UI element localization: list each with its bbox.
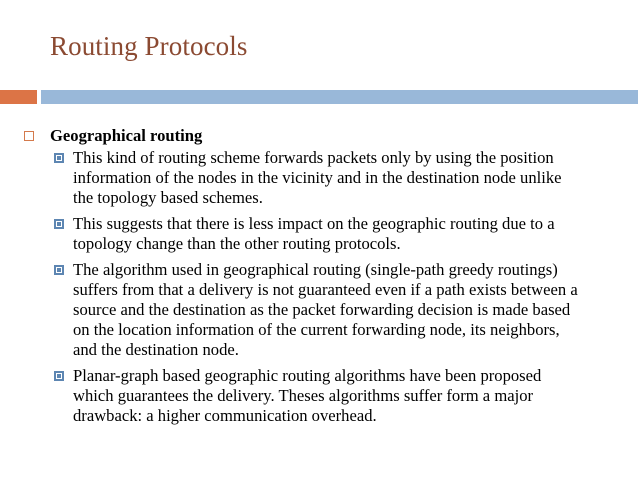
square-bullet-icon	[24, 131, 34, 141]
bullet-item	[0, 366, 638, 426]
bullet-line: topology change than the other routing protocols.	[73, 234, 401, 253]
bullet-line: and the destination node.	[73, 340, 239, 359]
bullet-item	[0, 214, 638, 254]
bullet-line: which guarantees the delivery. Theses algorithms suffer form a major	[73, 386, 534, 405]
title-underline-bar	[41, 90, 638, 104]
bullet-line: drawback: a higher communication overhead.	[73, 406, 377, 425]
heading-text: Geographical routing	[50, 126, 203, 145]
slide-title: Routing Protocols	[50, 31, 248, 61]
bullet-item	[0, 148, 638, 208]
heading-item	[0, 126, 638, 148]
bullet-line: information of the nodes in the vicinity and in the destination node unlike	[73, 168, 562, 187]
bullet-line: This suggests that there is less impact on the geographic routing due to a	[73, 214, 555, 233]
square-bullet-icon	[54, 371, 64, 381]
bullet-line: source and the destination as the packet forwarding decision is made based	[73, 300, 571, 319]
bullet-line: the topology based schemes.	[73, 188, 263, 207]
slide-body	[0, 126, 638, 432]
bullet-line: suffers from that a delivery is not guaranteed even if a path exists between a	[73, 280, 578, 299]
bullet-line: Planar-graph based geographic routing algorithms have been proposed	[73, 366, 542, 385]
bullet-item	[0, 260, 638, 360]
accent-bar	[0, 90, 37, 104]
square-bullet-icon	[54, 265, 64, 275]
square-bullet-icon	[54, 153, 64, 163]
square-bullet-icon	[54, 219, 64, 229]
bullet-line: This kind of routing scheme forwards packets only by using the position	[73, 148, 554, 167]
bullet-line: The algorithm used in geographical routing (single-path greedy routings)	[73, 260, 558, 279]
bullet-line: on the location information of the current forwarding node, its neighbors,	[73, 320, 560, 339]
